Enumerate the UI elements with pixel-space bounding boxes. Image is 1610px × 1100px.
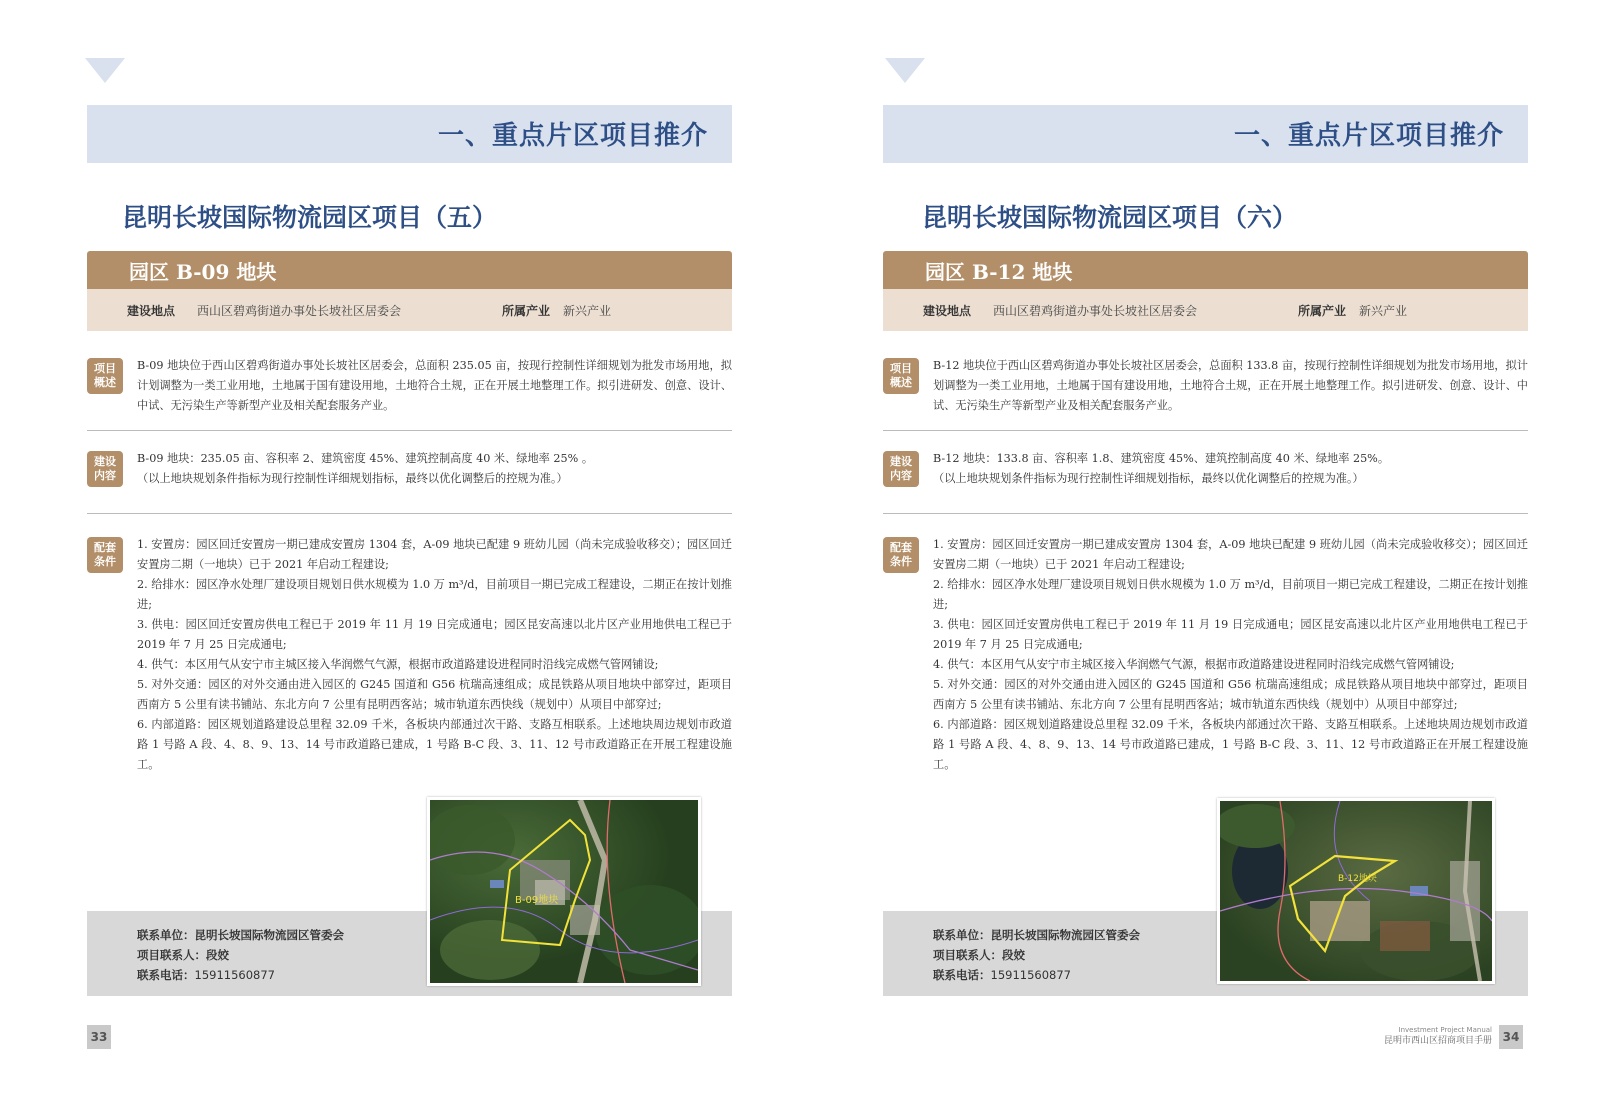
contact-person: 项目联系人：段姣	[137, 948, 229, 962]
industry-label: 所属产业	[1298, 304, 1347, 318]
overview-tag: 项目 概述	[87, 358, 123, 394]
construction-tag: 建设 内容	[883, 451, 919, 487]
svg-text:B-12地块: B-12地块	[1338, 874, 1377, 884]
plot-title: 园区 B-09 地块	[129, 260, 277, 284]
contact-person: 项目联系人：段姣	[933, 948, 1025, 962]
footer-english: Investment Project Manual	[1398, 1026, 1492, 1034]
info-bar	[87, 289, 732, 331]
page-right	[805, 0, 1610, 1100]
support-item: 6. 内部道路：园区规划道路建设总里程 32.09 千米，各板块内部通过次干路、支路互相联系。上述地块周边规划市政道路 1 号路 A 段、4、8、9、13、14 号市政道路已建成，1 号路 B-C 段、3、11、12 号市政道路正在开展工程建设施工。	[933, 718, 1528, 771]
support-item: 3. 供电：园区回迁安置房供电工程已于 2019 年 11 月 19 日完成通电；园区昆安高速以北片区产业用地供电工程已于 2019 年 7 月 25 日完成通电;	[933, 618, 1528, 651]
location-value: 西山区碧鸡街道办事处长坡社区居委会	[197, 304, 402, 318]
support-item: 5. 对外交通：园区的对外交通由进入园区的 G245 国道和 G56 杭瑞高速组成；成昆铁路从项目地块中部穿过，距项目西南方 5 公里有读书铺站、东北方向 7 公里有昆明西客站；城市轨道东西快线（规划中）从项目中部穿过;	[933, 678, 1528, 711]
industry-value: 新兴产业	[563, 304, 612, 318]
construction-tag: 建设 内容	[87, 451, 123, 487]
banner-notch	[885, 58, 925, 83]
support-item: 6. 内部道路：园区规划道路建设总里程 32.09 千米，各板块内部通过次干路、支路互相联系。上述地块周边规划市政道路 1 号路 A 段、4、8、9、13、14 号市政道路已建成，1 号路 B-C 段、3、11、12 号市政道路正在开展工程建设施工。	[137, 718, 732, 771]
satellite-map-image	[1217, 798, 1495, 984]
location-value: 西山区碧鸡街道办事处长坡社区居委会	[993, 304, 1198, 318]
construction-section	[883, 449, 1528, 494]
banner-notch	[85, 58, 125, 83]
construction-text: B-12 地块：133.8 亩、容积率 1.8、建筑密度 45%、建筑控制高度 40 米、绿地率 25%。 （以上地块规划条件指标为现行控制性详细规划指标，最终以优化调整后的控规为准。）	[933, 452, 1390, 485]
section-banner	[883, 105, 1528, 163]
industry-value: 新兴产业	[1359, 304, 1408, 318]
support-section	[87, 535, 732, 775]
banner-title: 一、重点片区项目推介	[1233, 121, 1504, 151]
divider	[87, 513, 732, 514]
contact-unit: 联系单位：昆明长坡国际物流园区管委会	[137, 928, 344, 942]
support-item: 4. 供气：本区用气从安宁市主城区接入华润燃气气源，根据市政道路建设进程同时沿线完成燃气管网铺设;	[933, 658, 1455, 671]
plot-title: 园区 B-12 地块	[925, 260, 1073, 284]
support-text	[137, 535, 732, 775]
project-title: 昆明长坡国际物流园区项目（五）	[122, 203, 498, 232]
contact-unit: 联系单位：昆明长坡国际物流园区管委会	[933, 928, 1140, 942]
plot-header	[87, 251, 732, 289]
contact-phone: 15911560877	[990, 968, 1071, 982]
page-number: 34	[1499, 1025, 1523, 1049]
banner-title: 一、重点片区项目推介	[437, 121, 708, 151]
construction-section	[87, 449, 732, 494]
contact-phone-label: 联系电话：	[933, 968, 991, 982]
industry-label: 所属产业	[502, 304, 551, 318]
contact-phone-label: 联系电话：	[137, 968, 195, 982]
project-title: 昆明长坡国际物流园区项目（六）	[922, 203, 1298, 232]
support-item: 2. 给排水：园区净水处理厂建设项目规划日供水规模为 1.0 万 m³/d，目前项目一期已完成工程建设，二期正在按计划推进;	[137, 578, 732, 611]
support-section	[883, 535, 1528, 775]
divider	[87, 430, 732, 431]
manual-footer	[1384, 1026, 1492, 1047]
section-banner	[87, 105, 732, 163]
overview-text: B-09 地块位于西山区碧鸡街道办事处长坡社区居委会，总面积 235.05 亩，按现行控制性详细规划为批发市场用地，拟计划调整为一类工业用地，土地属于国有建设用地，土地符合土规，正在开展土地整理工作。拟引进研发、创意、设计、中试、无污染生产等新型产业及相关配套服务产业。	[137, 359, 732, 412]
satellite-map-image	[427, 797, 701, 986]
footer-chinese: 昆明市西山区招商项目手册	[1383, 1036, 1492, 1046]
support-item: 1. 安置房：园区回迁安置房一期已建成安置房 1304 套，A-09 地块已配建 9 班幼儿园（尚未完成验收移交）；园区回迁安置房二期（一地块）已于 2021 年启动工程建设;	[933, 538, 1528, 571]
support-text	[933, 535, 1528, 775]
location-label: 建设地点	[923, 304, 972, 318]
page-number: 33	[87, 1025, 111, 1049]
support-item: 2. 给排水：园区净水处理厂建设项目规划日供水规模为 1.0 万 m³/d，目前项目一期已完成工程建设，二期正在按计划推进;	[933, 578, 1528, 611]
plot-header	[883, 251, 1528, 289]
divider	[883, 513, 1528, 514]
divider	[883, 430, 1528, 431]
construction-text: B-09 地块：235.05 亩、容积率 2、建筑密度 45%、建筑控制高度 40 米、绿地率 25% 。 （以上地块规划条件指标为现行控制性详细规划指标，最终以优化调整后的控规为准。）	[137, 452, 594, 485]
overview-tag: 项目 概述	[883, 358, 919, 394]
support-item: 3. 供电：园区回迁安置房供电工程已于 2019 年 11 月 19 日完成通电；园区昆安高速以北片区产业用地供电工程已于 2019 年 7 月 25 日完成通电;	[137, 618, 732, 651]
svg-text:B-09地块: B-09地块	[515, 895, 559, 906]
support-item: 1. 安置房：园区回迁安置房一期已建成安置房 1304 套，A-09 地块已配建 9 班幼儿园（尚未完成验收移交）；园区回迁安置房二期（一地块）已于 2021 年启动工程建设;	[137, 538, 732, 571]
support-item: 4. 供气：本区用气从安宁市主城区接入华润燃气气源，根据市政道路建设进程同时沿线完成燃气管网铺设;	[137, 658, 659, 671]
info-bar	[883, 289, 1528, 331]
support-tag: 配套 条件	[87, 537, 123, 573]
location-label: 建设地点	[127, 304, 176, 318]
support-tag: 配套 条件	[883, 537, 919, 573]
support-item: 5. 对外交通：园区的对外交通由进入园区的 G245 国道和 G56 杭瑞高速组成；成昆铁路从项目地块中部穿过，距项目西南方 5 公里有读书铺站、东北方向 7 公里有昆明西客站；城市轨道东西快线（规划中）从项目中部穿过;	[137, 678, 732, 711]
contact-phone: 15911560877	[194, 968, 275, 982]
overview-text: B-12 地块位于西山区碧鸡街道办事处长坡社区居委会，总面积 133.8 亩，按现行控制性详细规划为批发市场用地，拟计划调整为一类工业用地，土地属于国有建设用地，土地符合土规，正在开展土地整理工作。拟引进研发、创意、设计、中试、无污染生产等新型产业及相关配套服务产业。	[933, 359, 1528, 412]
overview-section	[87, 356, 732, 416]
overview-section	[883, 356, 1528, 416]
